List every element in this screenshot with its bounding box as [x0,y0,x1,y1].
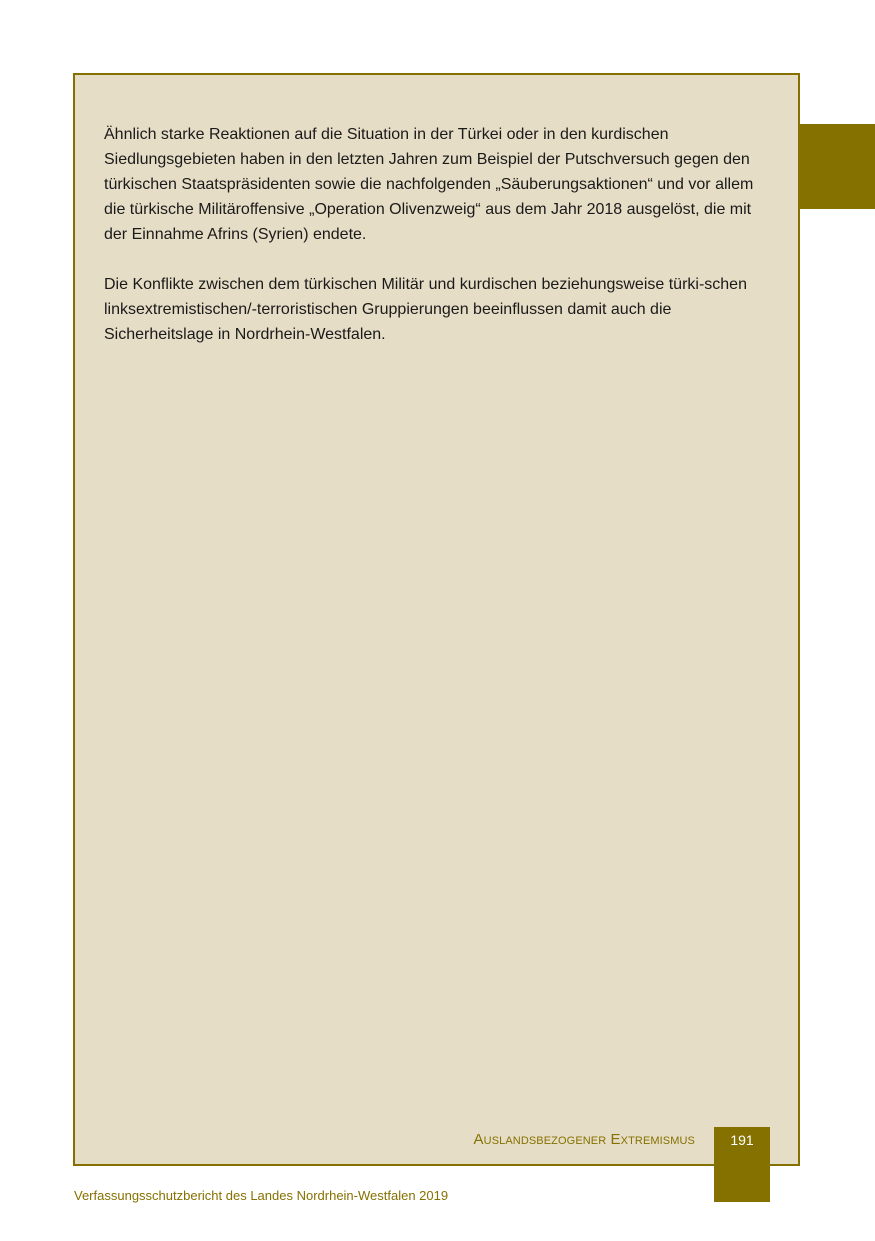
body-text [104,122,772,372]
page-number-box [714,1127,770,1202]
footer-publication: Verfassungsschutzbericht des Landes Nordrhein-Westfalen 2019 [74,1188,449,1203]
section-title: Auslandsbezogener Extremismus [473,1131,695,1148]
paragraph-1: Ähnlich starke Reaktionen auf die Situation in der Türkei oder in den kurdischen Siedlungsgebieten haben in den letzten Jahren zum Beispiel der Putschversuch gegen den türkischen Staatspräsidenten sowie die nachfolgenden „Säuberungsaktionen“ und vor allem die türkische Militäroffensive „Operation Olivenzweig“ aus dem Jahr 2018 ausgelöst, die mit der Einnahme Afrins (Syrien) endete. [104,126,754,243]
page-number: 191 [730,1132,754,1148]
paragraph-2: Die Konflikte zwischen dem türkischen Militär und kurdischen beziehungsweise türki-schen linksextremistischen/-terroristischen Gruppierungen beeinflussen damit auch die Sicherheitslage in Nordrhein-Westfalen. [104,276,747,343]
chapter-tab-marker [798,124,875,209]
